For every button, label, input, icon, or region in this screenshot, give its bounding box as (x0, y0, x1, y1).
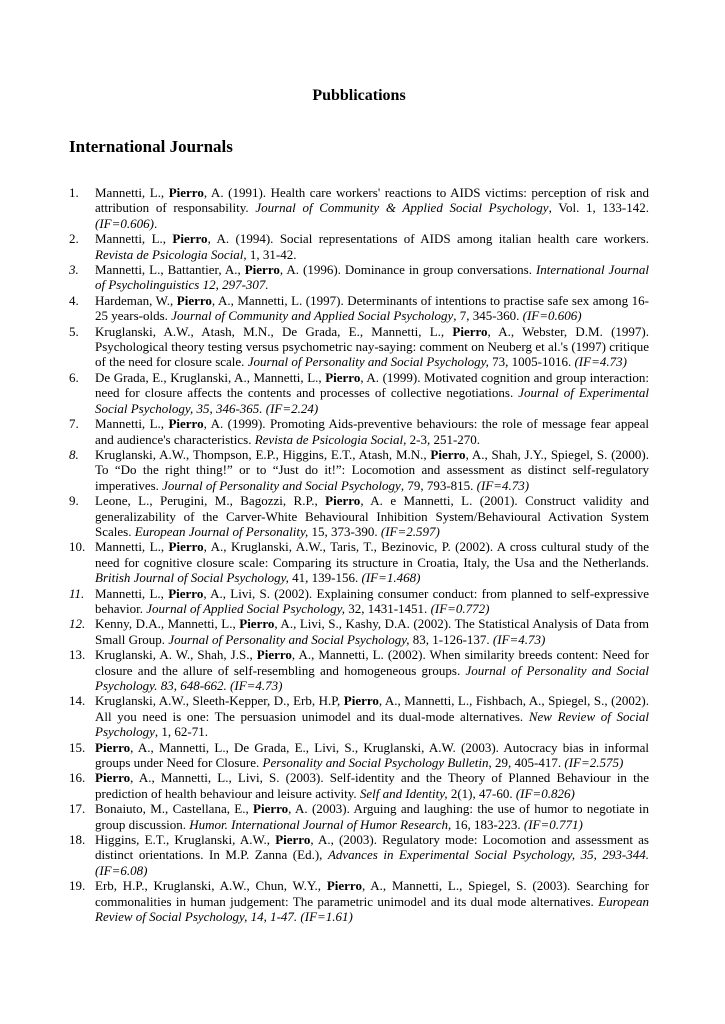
entry-citation (95, 231, 649, 261)
citation-text: , 2-3, 251-270. (403, 431, 481, 447)
citation-text: , A. (1999). Motivated cognition and group interaction: need for closure affects the contents and processes of collective negotiations. (95, 369, 649, 401)
entry-number: 17. (69, 801, 86, 817)
citation-text: Kruglanski, A.W., Thompson, E.P., Higgins, E.T., Atash, M.N., (95, 446, 431, 462)
citation-italic: (IF=4.73) (492, 631, 546, 647)
entry-citation (95, 447, 649, 493)
citation-text: Mannetti, L., (95, 416, 169, 432)
entry-number: 9. (69, 493, 79, 509)
citation-italic: International Journal of Psycholinguistics 12, 297-307. (95, 262, 649, 293)
citation-italic: (IF=2.597) (380, 523, 440, 539)
author-highlight: Pierro (326, 878, 362, 894)
entry-citation (95, 370, 649, 416)
entry-number: 3. (69, 262, 79, 278)
citation-text: , Vol. 1, 133-142. (548, 200, 650, 216)
author-highlight: Pierro (168, 185, 204, 200)
author-highlight: Pierro (430, 446, 466, 462)
author-highlight: Pierro (168, 585, 204, 601)
citation-italic: Self and Identity, (359, 785, 448, 801)
citation-italic: Personality and Social Psychology Bulletin (262, 755, 489, 771)
citation-text: , 29, 405-417. (488, 755, 565, 771)
citation-text: , 79, 793-815. (400, 477, 477, 493)
author-highlight: Pierro (239, 616, 275, 632)
citation-text: Mannetti, L., (95, 539, 169, 555)
citation-italic: Journal of Personality and Social Psychology, (247, 354, 489, 370)
citation-text: , A. (1996). Dominance in group conversations. (279, 262, 536, 278)
citation-italic: (IF=4.73) (476, 477, 530, 493)
author-highlight: Pierro (95, 770, 131, 786)
publication-entry (69, 370, 649, 416)
citation-italic: Journal of Applied Social Psychology, (146, 600, 345, 616)
citation-italic: (IF=0.606) (95, 215, 154, 231)
citation-text: , A., Webster, D.M. (1997). Psychological theory testing versus psychometric nay-saying: comment on Neuberg et al.'s (1997) critique of the need for closure scale. (95, 323, 649, 370)
publication-entry (69, 416, 649, 447)
entry-number: 11. (69, 585, 85, 601)
citation-italic: Journal of Community and Applied Social Psychology (171, 308, 454, 324)
citation-italic: (IF=1.468) (361, 570, 421, 586)
citation-text: , A. (2003). Arguing and laughing: the use of humor to negotiate in group discussion. (95, 801, 649, 832)
citation-italic: Journal of Personality and Social Psychology. 83, 648-662. (IF=4.73) (95, 662, 649, 693)
citation-text: , 7, 345-360. (453, 308, 523, 324)
entry-citation (95, 262, 649, 292)
section-title: International Journals (69, 137, 233, 156)
citation-text: , A., Livi, S., Kashy, D.A. (2002). The Statistical Analysis of Data from Small Group. (95, 616, 650, 647)
author-highlight: Pierro (275, 832, 311, 848)
citation-italic: Revista de Psicologia Social (254, 431, 404, 447)
citation-text: , 1, 31-42. (243, 246, 297, 262)
citation-italic: Advances in Experimental Social Psychology, 35, 293-344. (IF=6.08) (95, 847, 649, 878)
citation-text: , A., Livi, S. (2002). Explaining consumer conduct: from planned to self-expressive behavior. (95, 585, 649, 616)
citation-italic: Revista de Psicologia Social (95, 246, 244, 262)
citation-italic: European Review of Social Psychology, 14, 1-47. (IF=1.61) (95, 893, 649, 925)
citation-italic: Journal of Community & Applied Social Psychology (255, 200, 549, 216)
citation-text: , A., Mannetti, L., Spiegel, S. (2003). Searching for commonalities in human judgement: The parametric unimodel and its dual mode alternatives. (95, 878, 649, 909)
citation-text: Higgins, E.T., Kruglanski, A.W., (95, 832, 276, 848)
citation-text: 83, 1-126-137. (409, 631, 493, 647)
citation-italic: (IF=0.772) (430, 600, 490, 616)
citation-text: , A., Kruglanski, A.W., Taris, T., Bezinovic, P. (2002). A cross cultural study of the need for cognitive closure scale: Comparing its structure in Croatia, Italy, the Usa and the Netherlands. (95, 539, 649, 570)
publication-entry (69, 647, 649, 693)
publication-entry (69, 586, 649, 617)
citation-italic: Journal of Experimental Social Psychology, 35, 346-365. (IF=2.24) (95, 385, 649, 416)
author-highlight: Pierro (325, 493, 361, 509)
author-highlight: Pierro (95, 739, 131, 755)
author-highlight: Pierro (253, 801, 289, 817)
entry-number: 10. (69, 539, 86, 555)
entry-citation (95, 293, 649, 323)
entry-number: 12. (69, 616, 86, 632)
citation-italic: (IF=2.575) (564, 755, 624, 771)
author-highlight: Pierro (452, 323, 488, 339)
citation-text: , A., Mannetti, L., Livi, S. (2003). Self-identity and the Theory of Planned Behaviour in the prediction of health behaviour and leisure activity. (95, 770, 649, 801)
citation-text: , 16, 183-223. (448, 816, 524, 832)
entry-number: 6. (69, 369, 79, 385)
entry-citation (95, 740, 649, 770)
citation-text: Hardeman, W., (95, 292, 177, 308)
publication-entry (69, 262, 649, 293)
citation-italic: New Review of Social Psychology (95, 708, 649, 740)
entry-citation (95, 878, 649, 924)
citation-text: Mannetti, L., (95, 585, 169, 601)
citation-text: , A. (1991). Health care workers' reactions to AIDS victims: perception of risk and attribution of responsability. (95, 185, 649, 216)
publication-entry (69, 447, 649, 493)
citation-italic: Journal of Personality and Social Psychology, (168, 631, 410, 647)
publication-entry (69, 231, 649, 262)
citation-text: , A., Mannetti, L., De Grada, E., Livi, S., Kruglanski, A.W. (2003). Autocracy bias in informal groups under Need for Closure. (95, 739, 649, 771)
publication-entry (69, 832, 649, 878)
citation-text: Mannetti, L., (95, 185, 169, 200)
citation-text: Kruglanski, A. W., Shah, J.S., (95, 647, 257, 663)
entry-number: 19. (69, 878, 86, 894)
entry-citation (95, 185, 649, 231)
publication-entry (69, 740, 649, 771)
entry-number: 5. (69, 323, 79, 339)
author-highlight: Pierro (176, 292, 212, 308)
citation-text: , A., Mannetti, L. (2002). When similarity breeds content: Need for closure and the allure of self-resembling and homogeneous groups. (95, 647, 649, 678)
citation-italic: (IF=4.73) (574, 354, 627, 370)
entry-citation (95, 493, 649, 539)
entry-number: 4. (69, 292, 79, 308)
citation-text: Mannetti, L., Battantier, A., (95, 262, 245, 278)
publication-entry (69, 770, 649, 801)
citation-italic: (IF=0.826) (515, 785, 575, 801)
entry-citation (95, 647, 649, 693)
entry-number: 2. (69, 231, 79, 247)
citation-text: Kruglanski, A.W., Atash, M.N., De Grada, E., Mannetti, L., (95, 323, 453, 339)
entry-number: 7. (69, 416, 79, 432)
citation-text: 15, 373-390. (308, 523, 381, 539)
entry-citation (95, 416, 649, 446)
publication-entry (69, 801, 649, 832)
entry-citation (95, 616, 649, 646)
citation-italic: (IF=0.771) (523, 816, 583, 832)
citation-text: 2(1), 47-60. (447, 785, 516, 801)
entry-citation (95, 832, 649, 878)
citation-text: Erb, H.P., Kruglanski, A.W., Chun, W.Y., (95, 878, 327, 894)
citation-text: , A. e Mannetti, L. (2001). Construct validity and generalizability of the Carver-White Behavioural Inhibition System/Behavioural Activation System Scales. (95, 493, 650, 539)
citation-text: , A., Mannetti, L., Fishbach, A., Spiegel, S., (2002). All you need is one: The persuasion unimodel and its dual-mode alternatives. (95, 693, 649, 724)
citation-text: 41, 139-156. (288, 570, 362, 586)
citation-italic: (IF=0.606) (522, 308, 582, 324)
publication-entry (69, 293, 649, 324)
author-highlight: Pierro (244, 262, 280, 278)
entry-number: 13. (69, 647, 86, 663)
entry-number: 15. (69, 739, 86, 755)
author-highlight: Pierro (168, 416, 204, 432)
citation-text: 32, 1431-1451. (344, 600, 431, 616)
entry-citation (95, 801, 649, 831)
citation-text: , A. (1999). Promoting Aids-preventive behaviours: the role of message fear appeal and audience's characteristics. (95, 416, 649, 447)
publication-entry (69, 493, 649, 539)
citation-text: Kenny, D.A., Mannetti, L., (95, 616, 240, 632)
citation-text: , A., Mannetti, L. (1997). Determinants of intentions to practise safe sex among 16-25 years-olds. (95, 292, 649, 324)
citation-text: Kruglanski, A.W., Sleeth-Kepper, D., Erb, H.P, (95, 693, 344, 709)
entry-citation (95, 324, 649, 370)
author-highlight: Pierro (168, 539, 204, 555)
publication-entry (69, 693, 649, 739)
entry-citation (95, 770, 649, 800)
publication-entry (69, 616, 649, 647)
entry-number: 18. (69, 832, 86, 848)
author-highlight: Pierro (172, 231, 208, 247)
entry-number: 1. (69, 185, 79, 200)
citation-italic: British Journal of Social Psychology, (95, 570, 289, 586)
publication-entry (69, 324, 649, 370)
author-highlight: Pierro (343, 693, 379, 709)
author-highlight: Pierro (325, 369, 361, 385)
publication-entry (69, 878, 649, 924)
citation-text: , A. (1994). Social representations of AIDS among italian health care workers. (207, 231, 649, 247)
citation-italic: Humor. International Journal of Humor Research (189, 816, 449, 832)
page-title: Pubblications (312, 87, 406, 104)
publication-entry (69, 185, 649, 231)
citation-text: , 1, 62-71. (154, 724, 209, 740)
citation-text: Mannetti, L., (95, 231, 173, 247)
entry-citation (95, 693, 649, 739)
citation-text: Bonaiuto, M., Castellana, E., (95, 801, 254, 817)
citation-text: De Grada, E., Kruglanski, A., Mannetti, L., (95, 369, 326, 385)
entry-number: 14. (69, 693, 86, 709)
citation-text: Leone, L., Perugini, M., Bagozzi, R.P., (95, 493, 326, 509)
publication-list (69, 185, 649, 925)
citation-text: 73, 1005-1016. (488, 354, 575, 370)
entry-number: 8. (69, 446, 79, 462)
citation-text: , A., Shah, J.Y., Spiegel, S. (2000). To “Do the right thing!” or to “Just do it!”: Locomotion and assessment as distinct self-regulatory imperatives. (95, 446, 649, 493)
publication-entry (69, 539, 649, 585)
citation-italic: European Journal of Personality, (134, 523, 309, 539)
author-highlight: Pierro (256, 647, 292, 663)
citation-text: . (153, 215, 158, 231)
entry-citation (95, 586, 649, 616)
entry-number: 16. (69, 770, 86, 786)
citation-italic: Journal of Personality and Social Psychology (162, 477, 401, 493)
entry-citation (95, 539, 649, 585)
citation-text: , A., (2003). Regulatory mode: Locomotion and assessment as distinct orientations. In M.P. Zanna (Ed.), (95, 832, 649, 863)
